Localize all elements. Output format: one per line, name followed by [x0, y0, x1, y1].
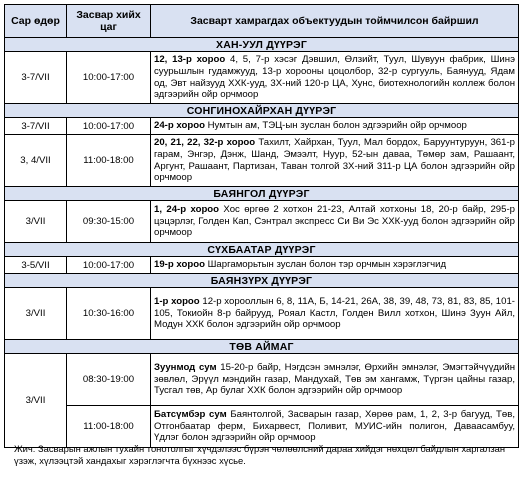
footnote: Жич: Засварын ажлын тухайн тонотолгыг хүчдэлээс бүрэн чөлөөлсний дараа хийдэг нөхцөл байдлын харгалзан үзэж, хүлээцтэй хандахыг хэрэглэгчта бүхнээс хүсье.	[14, 443, 506, 466]
row-location	[151, 406, 519, 448]
section-title: СОНГИНОХАЙРХАН ДҮҮРЭГ	[5, 104, 519, 118]
row-day: 3/VII	[5, 354, 67, 448]
row-day: 3-5/VII	[5, 257, 67, 274]
row-day: 3-7/VII	[5, 118, 67, 135]
section-row	[5, 340, 519, 354]
row-location-text: Тахилт, Хайрхан, Туул, Мал бордох, Баруунтуруун, 361-р гарам, Энгэр, Дэнж, Шанд, Эмээлт, Нуур, 52-ын даваа, Төмөр зам, Рашаант, Аргунт, Рашаант, Партизан, Таван толгой 3Х-ний 311-р ЦА болон эдгээрийн ойр орчмоор	[154, 137, 516, 184]
row-time: 09:30-15:00	[67, 201, 151, 243]
row-location-bold: 19-р хороо	[154, 259, 205, 271]
row-location-bold: 1, 24-р хороо	[154, 204, 220, 216]
section-row	[5, 187, 519, 201]
row-location-bold: 20, 21, 22, 32-р хороо	[154, 137, 256, 149]
row-day: 3/VII	[5, 201, 67, 243]
header-time: Засвар хийх цаг	[67, 5, 151, 38]
table-header-row	[5, 5, 519, 38]
row-location-text: Нумтын ам, ТЭЦ-ын зуслан болон эдгээрийн ойр орчмоор	[204, 120, 467, 132]
section-title: БАЯНГОЛ ДҮҮРЭГ	[5, 187, 519, 201]
row-time: 11:00-18:00	[67, 406, 151, 448]
row-location-bold: 12, 13-р хороо	[154, 54, 226, 66]
row-location-text: Баянтолгой, Засварын газар, Хөрөө рам, 1, 2, 3-р багууд, Төв, Отгонбаатар ферм, Бихарвест, Поливит, МУИС-ийн полигон, Даваасамбуу, Үдлэг болон эдгээрийн ойр орчмоор	[154, 409, 515, 444]
row-location	[151, 52, 519, 104]
maintenance-schedule-table	[4, 4, 519, 448]
table-row	[5, 135, 519, 187]
row-location	[151, 257, 519, 274]
section-title: БАЯНЗҮРХ ДҮҮРЭГ	[5, 274, 519, 288]
row-location-text: 4, 5, 7-р хэсэг Дэвшил, Өлзийт, Туул, Шувуун фабрик, Шинэ суурьшлын гудамжууд, 13-р хорооны цоцолбор, 32-р сургууль, Баянууд, Ядам од, Эвт найзууд ХХК-ууд, 3Х-ний 120-р ЦА, Хунс, биотехнологийн коллеж болон эдгээрийн ойр орчмоор	[154, 54, 515, 101]
section-title: ТӨВ АЙМАГ	[5, 340, 519, 354]
row-time: 08:30-19:00	[67, 354, 151, 406]
table-row	[5, 257, 519, 274]
row-location-bold: Зуунмод сум	[154, 362, 217, 374]
table-row	[5, 406, 519, 448]
schedule-wrapper	[4, 4, 518, 448]
row-day: 3-7/VII	[5, 52, 67, 104]
section-title: ХАН-УУЛ ДҮҮРЭГ	[5, 38, 519, 52]
table-row	[5, 201, 519, 243]
table-row	[5, 118, 519, 135]
row-day: 3, 4/VII	[5, 135, 67, 187]
section-row	[5, 104, 519, 118]
row-location	[151, 118, 519, 135]
row-location-text: Шаргаморьтын зуслан болон тэр орчмын хэрэглэгчид	[204, 259, 447, 271]
row-location	[151, 135, 519, 187]
row-time: 10:30-16:00	[67, 288, 151, 340]
table-row	[5, 52, 519, 104]
row-location-bold: 1-р хороо	[154, 296, 200, 308]
row-location	[151, 354, 519, 406]
table-row	[5, 288, 519, 340]
row-time: 10:00-17:00	[67, 118, 151, 135]
header-day: Сар өдөр	[5, 5, 67, 38]
row-day: 3/VII	[5, 288, 67, 340]
row-time: 10:00-17:00	[67, 52, 151, 104]
section-row	[5, 274, 519, 288]
row-location-bold: 24-р хороо	[154, 120, 205, 132]
row-location	[151, 288, 519, 340]
row-location-text: Хос өргөө 2 хотхон 21-23, Алтай хотхоны 18, 20-р байр, 295-р цэцэрлэг, Голден Кап, Сэнтрал экспресс Си Ви Эс ХХК-ууд болон эдгээрийн ойр орчмоор	[154, 204, 515, 239]
row-location-text: 15-20-р байр, Нэгдсэн эмнэлэг, Өрхийн эмнэлэг, Эмэгтэйчүүдийн зөвлөл, Эрүүл мэндийн газар, Мандухай, Төв эм хангамж, Түргэн цайны газар, Тусгал төв, Ар булаг ХХК болон эдгээрийн ойр орчмоор	[154, 362, 515, 397]
header-location: Засварт хамрагдах объектуудын тоймчилсон байршил	[151, 5, 519, 38]
row-location-text: 12-р хорооллын 6, 8, 11А, Б, 14-21, 26А, 38, 39, 48, 73, 81, 83, 85, 101-105, Токиойн 8-р байрууд, Рояал Кастл, Голден Вилл хотхон, Шинэ Зуун Айл, Модун ХХК болон эдгээрийн ойр орчмоор	[154, 296, 516, 331]
row-location-bold: Батсүмбэр сум	[154, 409, 227, 421]
section-row	[5, 38, 519, 52]
table-row	[5, 354, 519, 406]
row-time: 10:00-17:00	[67, 257, 151, 274]
section-row	[5, 243, 519, 257]
row-time: 11:00-18:00	[67, 135, 151, 187]
row-location	[151, 201, 519, 243]
section-title: СҮХБААТАР ДҮҮРЭГ	[5, 243, 519, 257]
